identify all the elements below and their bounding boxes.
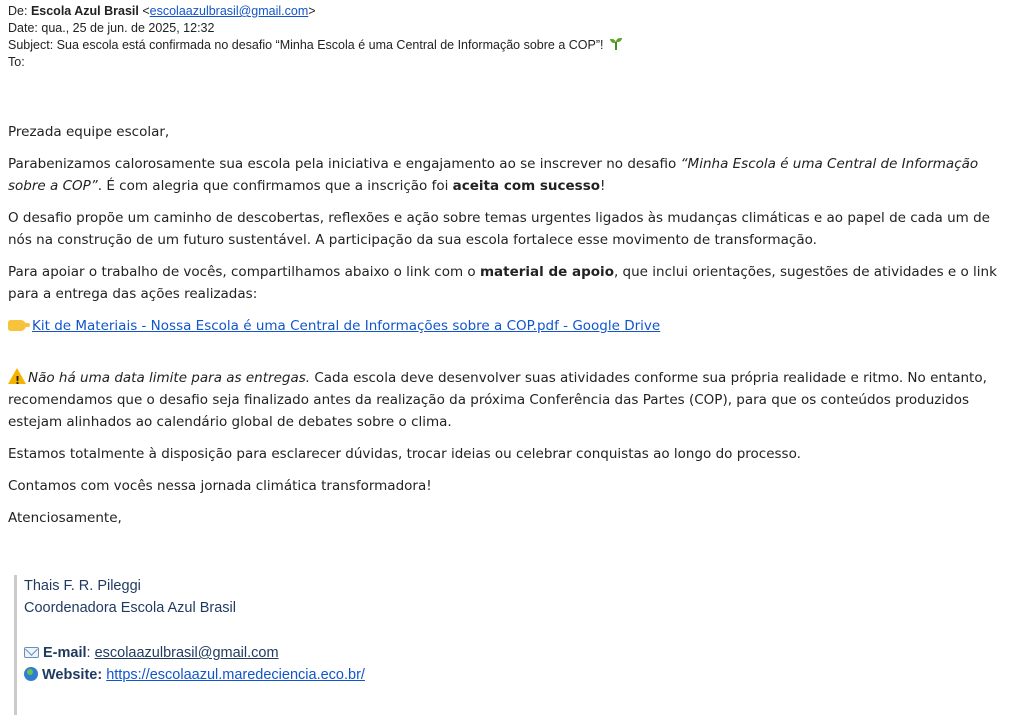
paragraph-4: !Não há uma data limite para as entregas. Cada escola deve desenvolver suas atividades conforme sua própria realidade e ritmo. No entanto, recomendamos que o desafio seja finalizado antes da realização da próxima Conferência das Partes (COP), para que os conteúdos produzidos estejam alinhados ao calendário global de debates sobre o clima.	[8, 367, 1013, 433]
pointing-hand-icon	[8, 320, 26, 331]
signature-email-link[interactable]: escolaazulbrasil@gmail.com	[94, 645, 279, 661]
email-label: E-mail	[43, 645, 87, 661]
date-row	[8, 20, 623, 37]
from-name: Escola Azul Brasil	[30, 4, 139, 18]
website-label: Website:	[42, 667, 103, 683]
date-value: qua., 25 de jun. de 2025, 12:32	[41, 21, 215, 35]
paragraph-1: Parabenizamos calorosamente sua escola pela iniciativa e engajamento ao se inscrever no desafio “Minha Escola é uma Central de Informação sobre a COP”. É com alegria que confirmamos que a inscrição foi aceita com sucesso!	[8, 156, 979, 194]
support-material-text: material de apoio	[479, 264, 614, 280]
no-deadline-text: Não há uma data limite para as entregas.	[28, 370, 311, 386]
seedling-icon	[609, 38, 623, 50]
challenge-name: “Minha Escola é uma Central de Informação sobre a COP”	[8, 156, 979, 194]
paragraph-3: Para apoiar o trabalho de vocês, compartilhamos abaixo o link com o material de apoio, que inclui orientações, sugestões de atividades e o link para a entrega das ações realizadas:	[8, 264, 997, 302]
globe-icon	[24, 667, 38, 681]
drive-link-row	[8, 315, 1013, 337]
subject-label: Subject:	[8, 38, 54, 52]
signature-name: Thais F. R. Pileggi	[24, 578, 141, 594]
drive-link[interactable]: Kit de Materiais - Nossa Escola é uma Central de Informações sobre a COP.pdf - Google Drive	[32, 318, 661, 334]
from-label: De:	[8, 4, 28, 18]
website-link[interactable]: https://escolaazul.maredeciencia.eco.br/	[106, 667, 365, 683]
accepted-text: aceita com sucesso	[452, 178, 601, 194]
subject-value: Sua escola está confirmada no desafio “Minha Escola é uma Central de Informação sobre a COP”!	[56, 38, 604, 52]
subject-row	[8, 37, 623, 54]
from-row: De: Escola Azul Brasil <escolaazulbrasil@gmail.com>	[8, 4, 316, 18]
email-body	[8, 121, 1013, 539]
paragraph-6: Contamos com vocês nessa jornada climática transformadora!	[8, 478, 432, 494]
signature-website-row	[24, 664, 365, 686]
to-label: To:	[8, 55, 25, 69]
closing: Atenciosamente,	[8, 510, 122, 526]
paragraph-5: Estamos totalmente à disposição para esclarecer dúvidas, trocar ideias ou celebrar conquistas ao longo do processo.	[8, 446, 801, 462]
greeting: Prezada equipe escolar,	[8, 124, 170, 140]
signature-email-row: E-mail: escolaazulbrasil@gmail.com	[24, 642, 365, 664]
from-email-link[interactable]: escolaazulbrasil@gmail.com	[149, 4, 309, 18]
to-row	[8, 54, 623, 71]
envelope-icon	[24, 647, 39, 658]
signature-role: Coordenadora Escola Azul Brasil	[24, 600, 236, 616]
email-header	[8, 3, 623, 71]
warning-icon	[8, 368, 26, 384]
date-label: Date:	[8, 21, 38, 35]
paragraph-2: O desafio propõe um caminho de descobertas, reflexões e ação sobre temas urgentes ligados às mudanças climáticas e ao papel de cada um de nós na construção de um futuro sustentável. A participação da sua escola fortalece esse movimento de transformação.	[8, 210, 990, 248]
signature-block	[14, 575, 365, 715]
